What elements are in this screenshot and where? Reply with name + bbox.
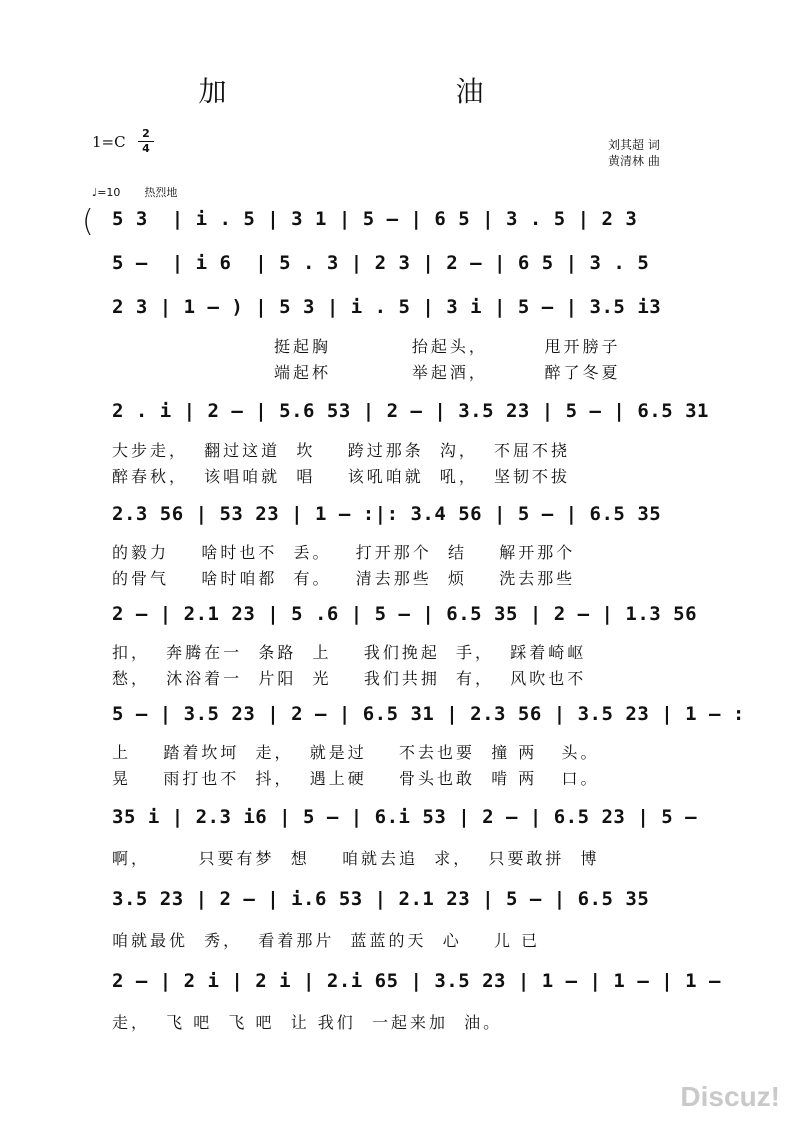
notes-row: 2 – | 2 i | 2 i | 2.i 65 | 3.5 23 | 1 – | 1 – | 1 – bbox=[112, 970, 721, 992]
tempo-marking bbox=[92, 184, 177, 200]
score-system-9 bbox=[82, 888, 718, 924]
notes-row: 5 – | 3.5 23 | 2 – | 6.5 31 | 2.3 56 | 3.5 23 | 1 – : bbox=[112, 703, 745, 725]
score-system-7 bbox=[82, 703, 745, 739]
lyric-line: 端起杯 举起酒， 醉了冬夏 bbox=[274, 363, 621, 382]
lyric-line: 的骨气 啥时咱都 有。 清去那些 烦 洗去那些 bbox=[112, 569, 576, 588]
lyric-line: 的毅力 啥时也不 丢。 打开那个 结 解开那个 bbox=[112, 543, 576, 562]
notes-row: 2 3 | 1 – ) | 5 3 | i . 5 | 3 i | 5 – | 3.5 i3 bbox=[112, 296, 662, 318]
score-system-3 bbox=[82, 296, 718, 332]
lyric-line: 大步走， 翻过这道 坎 跨过那条 沟， 不屈不挠 bbox=[112, 441, 571, 460]
notes-row: 2 . i | 2 – | 5.6 53 | 2 – | 3.5 23 | 5 – | 6.5 31 bbox=[112, 400, 709, 422]
score-system-2 bbox=[82, 252, 718, 288]
lyric-line: 愁， 沐浴着一 片阳 光 我们共拥 有， 风吹也不 bbox=[112, 669, 587, 688]
repeat-paren: ( bbox=[82, 204, 94, 239]
lyric-line: 走， 飞 吧 飞 吧 让 我们 一起来加 油。 bbox=[112, 1013, 503, 1032]
score-system-5 bbox=[82, 503, 718, 539]
lyric-line: 咱就最优 秀， 看着那片 蓝蓝的天 心 儿 已 bbox=[112, 931, 541, 950]
notes-row: 5 3 | i . 5 | 3 1 | 5 – | 6 5 | 3 . 5 | 2 3 bbox=[112, 208, 638, 230]
lyric-line: 啊， 只要有梦 想 咱就去追 求， 只要敢拼 博 bbox=[112, 849, 600, 868]
lyric-line: 醉春秋， 该唱咱就 唱 该吼咱就 吼， 坚韧不拔 bbox=[112, 467, 571, 486]
notes-row: 35 i | 2.3 i6 | 5 – | 6.i 53 | 2 – | 6.5 23 | 5 – bbox=[112, 806, 698, 828]
lyricist: 刘其超 词 bbox=[608, 138, 660, 152]
score-system-6 bbox=[82, 603, 718, 639]
lyric-line: 上 踏着坎坷 走， 就是过 不去也要 撞 两 头。 bbox=[112, 743, 600, 762]
key-signature: 1=C bbox=[92, 133, 126, 151]
score-system-10 bbox=[82, 970, 721, 1006]
notes-row: 2 – | 2.1 23 | 5 .6 | 5 – | 6.5 35 | 2 – | 1.3 56 bbox=[112, 603, 698, 625]
notes-row: 3.5 23 | 2 – | i.6 53 | 2.1 23 | 5 – | 6.5 35 bbox=[112, 888, 650, 910]
watermark: Discuz! bbox=[680, 1081, 780, 1112]
lyric-line: 扣， 奔腾在一 条路 上 我们挽起 手， 踩着崎岖 bbox=[112, 643, 587, 662]
time-signature bbox=[138, 128, 154, 155]
tempo-value: ♩=10 bbox=[92, 186, 121, 199]
meter-bottom: 4 bbox=[142, 142, 150, 155]
credits bbox=[608, 137, 660, 169]
score-system-1 bbox=[82, 204, 718, 244]
tempo-expression: 热烈地 bbox=[144, 186, 178, 199]
notes-row: 5 – | i 6 | 5 . 3 | 2 3 | 2 – | 6 5 | 3 . 5 bbox=[112, 252, 650, 274]
song-title: 加 油 bbox=[198, 75, 594, 108]
composer: 黄清林 曲 bbox=[608, 154, 660, 168]
score-system-8 bbox=[82, 806, 718, 842]
meter-top: 2 bbox=[142, 127, 150, 140]
notes-row: 2.3 56 | 53 23 | 1 – :|: 3.4 56 | 5 – | 6.5 35 bbox=[112, 503, 662, 525]
score-system-4 bbox=[82, 400, 718, 436]
lyric-line: 挺起胸 抬起头， 甩开膀子 bbox=[274, 337, 621, 356]
lyric-line: 晃 雨打也不 抖， 遇上硬 骨头也敢 啃 两 口。 bbox=[112, 769, 600, 788]
